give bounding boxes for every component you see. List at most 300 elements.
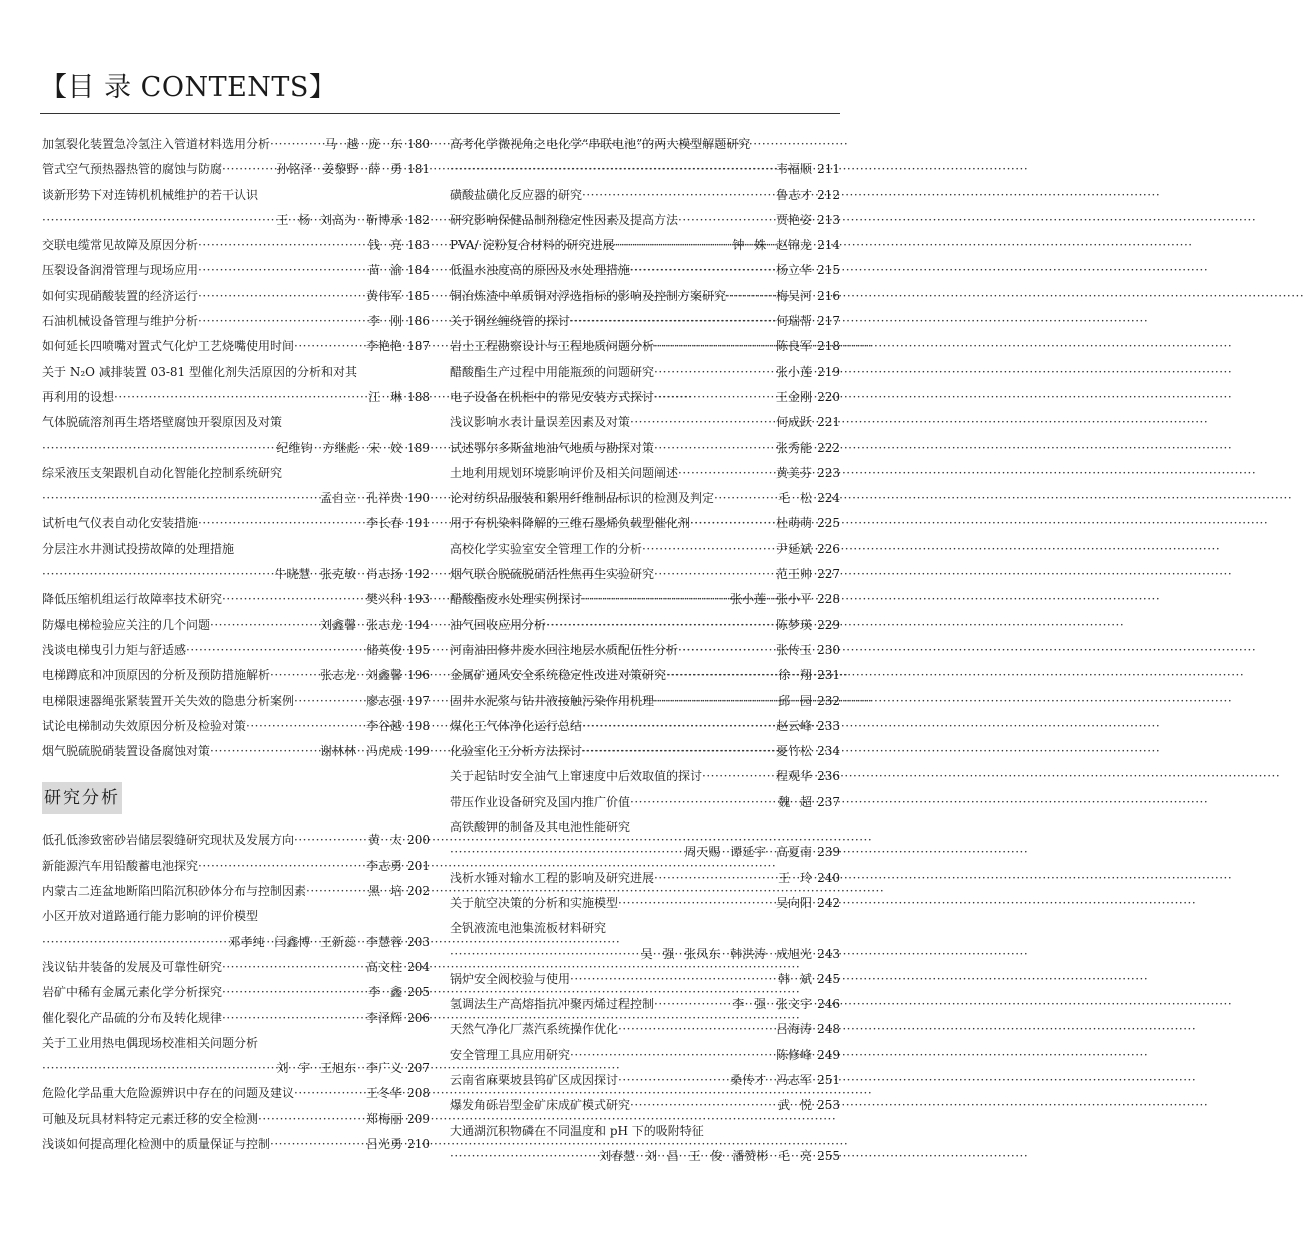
toc-line xyxy=(42,157,430,182)
toc-line xyxy=(42,461,430,486)
entry-title: 试述鄂尔多斯盆地油气地质与勘探对策 xyxy=(450,440,655,455)
entry-authors: 孙铭泽 姜黎野 薛 勇 xyxy=(276,162,402,177)
toc-entry xyxy=(42,233,430,258)
dot-leader xyxy=(270,663,318,688)
dot-leader xyxy=(306,879,366,904)
entry-authors: 苗 渝 xyxy=(368,263,402,278)
dot-leader xyxy=(42,208,275,233)
dot-leader xyxy=(570,309,774,334)
entry-page: 193 xyxy=(407,592,430,607)
entry-title-cont: 再利用的设想 xyxy=(42,389,115,404)
toc-entry xyxy=(450,790,840,815)
entry-authors: 杜萌萌 xyxy=(775,516,812,531)
entry-title: 关于 N₂O 减排装置 03-81 型催化剂失活原因的分析和对其 xyxy=(42,364,358,379)
toc-line xyxy=(42,385,430,410)
toc-entry xyxy=(42,980,430,1005)
entry-authors: 李 强 张文宇 xyxy=(732,997,812,1012)
entry-title: 用于有机染料降解的三维石墨烯负载型催化剂 xyxy=(450,516,691,531)
entry-title: 天然气净化厂蒸汽系统操作优化 xyxy=(450,1022,619,1037)
dot-leader xyxy=(198,854,364,879)
entry-authors: 李长春 xyxy=(365,516,402,531)
entry-title: 金属矿通风安全系统稳定性改进对策研究 xyxy=(450,668,667,683)
entry-page: 237 xyxy=(817,794,840,809)
entry-authors: 吴 强 张凤东 韩洪涛 成旭光 xyxy=(640,946,812,961)
right-column xyxy=(450,132,840,1169)
toc-entry xyxy=(42,714,430,739)
dot-leader xyxy=(582,183,774,208)
entry-authors: 王金刚 xyxy=(775,389,812,404)
section-heading: 研究分析 xyxy=(42,782,122,814)
entry-page: 221 xyxy=(817,415,840,430)
entry-authors: 邱 园 xyxy=(778,693,812,708)
toc-entry xyxy=(42,955,430,980)
entry-authors: 黄 太 xyxy=(368,833,402,848)
toc-entry xyxy=(450,537,840,562)
toc-line xyxy=(42,436,430,461)
toc-line xyxy=(42,410,430,435)
entry-authors: 何瑞帮 xyxy=(775,314,812,329)
toc-entry xyxy=(450,309,840,334)
dot-leader xyxy=(714,486,776,511)
dot-leader xyxy=(294,334,364,359)
entry-page: 203 xyxy=(407,934,430,949)
dot-leader xyxy=(222,587,364,612)
entry-page: 208 xyxy=(407,1086,430,1101)
entry-page: 205 xyxy=(407,985,430,1000)
entry-page: 191 xyxy=(407,516,430,531)
entry-page: 181 xyxy=(407,162,430,177)
dot-leader xyxy=(654,334,774,359)
toc-entry xyxy=(42,132,430,157)
toc-line xyxy=(42,714,430,739)
dot-leader xyxy=(726,284,774,309)
entry-authors: 马 越 庞 东 xyxy=(324,137,402,151)
entry-page: 213 xyxy=(817,212,840,227)
entry-page: 242 xyxy=(817,895,840,910)
entry-authors: 王 玲 xyxy=(778,870,812,885)
toc-entry xyxy=(42,537,430,588)
toc-line xyxy=(450,562,840,587)
entry-page: 207 xyxy=(407,1061,430,1076)
toc-line xyxy=(450,790,840,815)
toc-line xyxy=(42,955,430,980)
toc-entry xyxy=(42,739,430,764)
toc-line xyxy=(42,663,430,688)
dot-leader xyxy=(546,613,774,638)
toc-line xyxy=(450,891,840,916)
toc-entry xyxy=(42,854,430,879)
toc-entry xyxy=(450,1068,840,1093)
entry-title: 高考化学微视角之电化学“串联电池”的两大模型解题研究 xyxy=(450,137,751,151)
entry-page: 192 xyxy=(407,567,430,582)
entry-title: 岩土工程勘察设计与工程地质问题分析 xyxy=(450,339,655,354)
dot-leader xyxy=(114,385,366,410)
toc-line xyxy=(450,1017,840,1042)
toc-line xyxy=(450,461,840,486)
entry-title: 岩矿中稀有金属元素化学分析探究 xyxy=(42,985,223,1000)
entry-page: 233 xyxy=(817,718,840,733)
entry-title: 带压作业设备研究及国内推广价值 xyxy=(450,794,631,809)
entry-authors: 徐 翔 xyxy=(778,668,812,683)
toc-entry xyxy=(42,309,430,334)
entry-authors: 毛 松 xyxy=(778,491,812,506)
entry-page: 253 xyxy=(817,1098,840,1113)
entry-authors: 樊兴科 xyxy=(365,592,402,607)
toc-line xyxy=(42,1056,430,1081)
dot-leader xyxy=(678,208,774,233)
entry-title: 危险化学品重大危险源辨识中存在的问题及建议 xyxy=(42,1086,295,1101)
toc-line xyxy=(42,233,430,258)
toc-line xyxy=(42,486,430,511)
entry-title: 加氢裂化装置急冷氢注入管道材料选用分析 xyxy=(42,137,271,151)
toc-line xyxy=(42,183,430,208)
entry-authors: 廖志强 xyxy=(365,693,402,708)
toc-entry xyxy=(450,587,840,612)
dot-leader xyxy=(630,410,774,435)
entry-authors: 李志勇 xyxy=(365,858,402,873)
toc-entry xyxy=(42,1081,430,1106)
entry-page: 212 xyxy=(817,187,840,202)
toc-line xyxy=(450,663,840,688)
dot-leader xyxy=(654,689,776,714)
toc-entry xyxy=(450,891,840,916)
entry-title: 爆发角砾岩型金矿床成矿模式研究 xyxy=(450,1098,631,1113)
dot-leader xyxy=(582,587,728,612)
toc-entry xyxy=(450,866,840,891)
entry-page: 214 xyxy=(817,238,840,253)
entry-title: 低孔低渗致密砂岩储层裂缝研究现状及发展方向 xyxy=(42,833,295,848)
toc-entry xyxy=(450,132,840,183)
entry-title: 浅议钻井装备的发展及可靠性研究 xyxy=(42,959,223,974)
toc-line xyxy=(450,208,840,233)
toc-entry xyxy=(42,461,430,512)
toc-line xyxy=(42,1031,430,1056)
entry-page: 200 xyxy=(407,833,430,848)
entry-authors: 黄伟军 xyxy=(365,288,402,303)
entry-authors: 吕光勇 xyxy=(365,1136,402,1151)
dot-leader xyxy=(654,385,774,410)
dot-leader xyxy=(654,562,774,587)
toc-entry xyxy=(450,967,840,992)
dot-leader xyxy=(198,284,364,309)
entry-page: 186 xyxy=(407,314,430,329)
entry-authors: 杨立华 xyxy=(775,263,812,278)
entry-page: 243 xyxy=(817,946,840,961)
entry-page: 180 xyxy=(407,137,430,151)
dot-leader xyxy=(654,436,774,461)
toc-entry xyxy=(42,904,430,955)
toc-line xyxy=(450,183,840,208)
toc-line xyxy=(450,866,840,891)
entry-authors: 孟自立 孔祥贵 xyxy=(320,491,402,506)
toc-entry xyxy=(42,334,430,359)
toc-line xyxy=(450,916,840,941)
dot-leader xyxy=(678,461,774,486)
entry-authors: 郑梅丽 xyxy=(365,1111,402,1126)
right-entry-list xyxy=(450,132,840,1169)
toc-line xyxy=(42,879,430,904)
entry-authors: 江 琳 xyxy=(368,389,402,404)
entry-title: 电梯蹲底和冲顶原因的分析及预防措施解析 xyxy=(42,668,271,683)
entry-title: 磺酸盐磺化反应器的研究 xyxy=(450,187,583,202)
toc-entry xyxy=(450,360,840,385)
entry-title: 烟气脱硫脱硝装置设备腐蚀对策 xyxy=(42,744,211,759)
entry-authors: 陈梦瑛 xyxy=(775,617,812,632)
entry-title: 论对纺织品服装和絮用纤维制品标识的检测及判定 xyxy=(450,491,715,506)
toc-entry xyxy=(450,183,840,208)
entry-authors: 桑传才 冯志军 xyxy=(730,1072,812,1087)
entry-page: 227 xyxy=(817,567,840,582)
toc-entry xyxy=(450,410,840,435)
entry-title: 全钒液流电池集流板材料研究 xyxy=(450,921,607,936)
entry-title: 如何实现硝酸装置的经济运行 xyxy=(42,288,199,303)
left-entry-list-2 xyxy=(42,828,430,1157)
entry-page: 189 xyxy=(407,440,430,455)
toc-line xyxy=(450,157,840,182)
dot-leader xyxy=(198,258,366,283)
toc-line xyxy=(450,815,840,840)
entry-title: 河南油田修井废水回注地层水质配伍性分析 xyxy=(450,642,679,657)
toc-entry xyxy=(42,879,430,904)
dot-leader xyxy=(198,233,366,258)
toc-entry xyxy=(450,334,840,359)
entry-page: 218 xyxy=(817,339,840,354)
dot-leader xyxy=(570,967,776,992)
entry-title: 固井水泥浆与钻井液接触污染作用机理 xyxy=(450,693,655,708)
entry-authors: 钟 姝 赵锦龙 xyxy=(732,238,812,253)
toc-line xyxy=(450,689,840,714)
entry-page: 190 xyxy=(407,491,430,506)
toc-line xyxy=(450,385,840,410)
entry-page: 202 xyxy=(407,884,430,899)
entry-authors: 陈良军 xyxy=(775,339,812,354)
dot-leader xyxy=(666,663,776,688)
toc-line xyxy=(42,309,430,334)
entry-title: 防爆电梯检验应关注的几个问题 xyxy=(42,617,211,632)
dot-leader xyxy=(690,511,774,536)
entry-title: 内蒙古二连盆地断陷凹陷沉积砂体分布与控制因素 xyxy=(42,884,307,899)
dot-leader xyxy=(198,309,366,334)
toc-entry xyxy=(42,284,430,309)
entry-title: 关于工业用热电偶现场校准相关问题分析 xyxy=(42,1035,259,1050)
section-heading-wrap xyxy=(42,764,430,828)
toc-line xyxy=(42,562,430,587)
entry-authors: 谢林林 冯虎成 xyxy=(320,744,402,759)
toc-line xyxy=(42,360,430,385)
entry-title: PVA/ 淀粉复合材料的研究进展 xyxy=(450,238,615,253)
entry-title: 交联电缆常见故障及原因分析 xyxy=(42,238,199,253)
entry-authors: 高文柱 xyxy=(365,959,402,974)
toc-line xyxy=(450,1119,840,1144)
toc-entry xyxy=(450,638,840,663)
toc-entry xyxy=(450,613,840,638)
toc-line xyxy=(450,511,840,536)
entry-title: 管式空气预热器热管的腐蚀与防腐 xyxy=(42,162,223,177)
toc-line xyxy=(450,739,840,764)
entry-title: 综采液压支架跟机自动化智能化控制系统研究 xyxy=(42,465,283,480)
entry-authors: 邓孝纯 闫鑫博 王新蕊 李慧蓉 xyxy=(228,934,402,949)
entry-authors: 程观华 xyxy=(775,769,812,784)
dot-leader xyxy=(618,891,774,916)
entry-page: 188 xyxy=(407,389,430,404)
entry-authors: 钱 亮 xyxy=(368,238,402,253)
entry-title: 浅谈如何提高理化检测中的质量保证与控制 xyxy=(42,1136,271,1151)
entry-authors: 魏 超 xyxy=(778,794,812,809)
entry-authors: 刘春慧 刘 昌 王 俊 潘赞彬 毛 亮 xyxy=(599,1148,812,1163)
entry-title: 研究影响保健品制剂稳定性因素及提高方法 xyxy=(450,212,679,227)
toc-entry xyxy=(42,1132,430,1157)
toc-line xyxy=(42,1006,430,1031)
dot-leader xyxy=(42,930,227,955)
toc-line xyxy=(450,1043,840,1068)
entry-page: 226 xyxy=(817,541,840,556)
entry-page: 234 xyxy=(817,744,840,759)
toc-entry xyxy=(450,1017,840,1042)
toc-entry xyxy=(450,1093,840,1118)
entry-page: 245 xyxy=(817,971,840,986)
dot-leader xyxy=(618,1017,774,1042)
entry-authors: 李 刚 xyxy=(368,314,402,329)
dot-leader xyxy=(270,1132,364,1157)
dot-leader xyxy=(246,714,364,739)
entry-title: 低温水浊度高的原因及水处理措施 xyxy=(450,263,631,278)
toc-entry xyxy=(450,1043,840,1068)
dot-leader xyxy=(222,1006,364,1031)
toc-entry xyxy=(42,587,430,612)
entry-page: 230 xyxy=(817,642,840,657)
toc-entry xyxy=(450,714,840,739)
entry-title: 氢调法生产高熔指抗冲聚丙烯过程控制 xyxy=(450,997,655,1012)
toc-line xyxy=(450,1068,840,1093)
entry-title: 试论电梯制动失效原因分析及检验对策 xyxy=(42,718,247,733)
entry-authors: 吕海涛 xyxy=(775,1022,812,1037)
toc-line xyxy=(450,1144,840,1169)
toc-line xyxy=(42,930,430,955)
dot-leader xyxy=(270,132,323,157)
entry-authors: 范王帅 xyxy=(775,567,812,582)
dot-leader xyxy=(294,1081,364,1106)
entry-title: 云南省麻栗坡县钨矿区成因探讨 xyxy=(450,1072,619,1087)
entry-authors: 刘鑫馨 张志龙 xyxy=(320,617,402,632)
toc-entry xyxy=(42,1006,430,1031)
entry-authors: 储英俊 xyxy=(365,642,402,657)
toc-entry xyxy=(42,638,430,663)
dot-leader xyxy=(654,866,776,891)
toc-line xyxy=(450,587,840,612)
entry-page: 204 xyxy=(407,959,430,974)
entry-authors: 牛晓慧 张克敏 肖志扬 xyxy=(274,567,402,582)
toc-entry xyxy=(450,233,840,258)
entry-page: 217 xyxy=(817,314,840,329)
entry-page: 209 xyxy=(407,1111,430,1126)
dot-leader xyxy=(222,955,364,980)
toc-entry xyxy=(42,663,430,688)
entry-title: 浅析水锤对输水工程的影响及研究进展 xyxy=(450,870,655,885)
toc-entry xyxy=(42,258,430,283)
toc-entry xyxy=(42,689,430,714)
dot-leader xyxy=(222,157,275,182)
entry-authors: 张志龙 刘鑫馨 xyxy=(320,668,402,683)
entry-authors: 韩 斌 xyxy=(778,971,812,986)
contents-header: 【目 录 CONTENTS】 xyxy=(40,72,337,103)
entry-page: 199 xyxy=(407,744,430,759)
dot-leader xyxy=(582,739,774,764)
toc-line xyxy=(450,410,840,435)
toc-line xyxy=(450,360,840,385)
toc-line xyxy=(450,840,840,865)
toc-entry xyxy=(450,1119,840,1170)
entry-title: 铜冶炼渣中单质铜对浮选指标的影响及控制方案研究 xyxy=(450,288,727,303)
toc-line xyxy=(42,1107,430,1132)
entry-page: 229 xyxy=(817,617,840,632)
toc-line xyxy=(42,208,430,233)
dot-leader xyxy=(42,436,275,461)
dot-leader xyxy=(42,1056,275,1081)
toc-entry xyxy=(42,183,430,234)
entry-page: 197 xyxy=(407,693,430,708)
entry-title: 关于钢丝缠绕管的探讨 xyxy=(450,314,571,329)
entry-authors: 尹延斌 xyxy=(775,541,812,556)
entry-title: 锅炉安全阀校验与使用 xyxy=(450,971,571,986)
entry-title: 关于航空决策的分析和实施模型 xyxy=(450,895,619,910)
toc-line xyxy=(450,942,840,967)
entry-page: 249 xyxy=(817,1047,840,1062)
toc-line xyxy=(450,284,840,309)
entry-authors: 黄美芬 xyxy=(775,465,812,480)
dot-leader xyxy=(42,562,272,587)
entry-authors: 王 杨 刘高为 靳博承 xyxy=(276,212,402,227)
toc-line xyxy=(42,854,430,879)
dot-leader xyxy=(614,233,730,258)
entry-page: 219 xyxy=(817,364,840,379)
entry-title: 关于起钻时安全油气上窜速度中后效取值的探讨 xyxy=(450,769,703,784)
entry-title: 谈新形势下对连铸机机械维护的若干认识 xyxy=(42,187,259,202)
entry-authors: 韦福顺 xyxy=(775,162,812,177)
entry-page: 232 xyxy=(817,693,840,708)
entry-page: 194 xyxy=(407,617,430,632)
entry-authors: 黑 培 xyxy=(368,884,402,899)
entry-authors: 李艳艳 xyxy=(365,339,402,354)
toc-line xyxy=(450,486,840,511)
toc-entry xyxy=(42,511,430,536)
dot-leader xyxy=(258,1107,364,1132)
toc-line xyxy=(450,967,840,992)
toc-entry xyxy=(42,410,430,461)
entry-page: 224 xyxy=(817,491,840,506)
entry-authors: 李泽辉 xyxy=(365,1010,402,1025)
toc-entry xyxy=(42,613,430,638)
entry-page: 184 xyxy=(407,263,430,278)
toc-entry xyxy=(42,828,430,853)
toc-entry xyxy=(450,486,840,511)
toc-entry xyxy=(450,562,840,587)
entry-title: 油气回收应用分析 xyxy=(450,617,547,632)
entry-authors: 纪维钧 方继彪 宋 姣 xyxy=(276,440,402,455)
dot-leader xyxy=(210,613,318,638)
entry-title: 电梯限速器绳张紧装置开关失效的隐患分析案例 xyxy=(42,693,295,708)
dot-leader xyxy=(642,537,774,562)
toc-line xyxy=(42,1081,430,1106)
dot-leader xyxy=(186,638,364,663)
entry-authors: 赵云峰 xyxy=(775,718,812,733)
entry-title: 高校化学实验室安全管理工作的分析 xyxy=(450,541,643,556)
entry-title: 气体脱硫溶剂再生塔塔壁腐蚀开裂原因及对策 xyxy=(42,415,283,430)
left-entry-list xyxy=(42,132,430,764)
header-rule xyxy=(40,113,840,114)
entry-authors: 鲁志才 xyxy=(775,187,812,202)
dot-leader xyxy=(582,714,774,739)
entry-title: 高铁酸钾的制备及其电池性能研究 xyxy=(450,820,631,835)
